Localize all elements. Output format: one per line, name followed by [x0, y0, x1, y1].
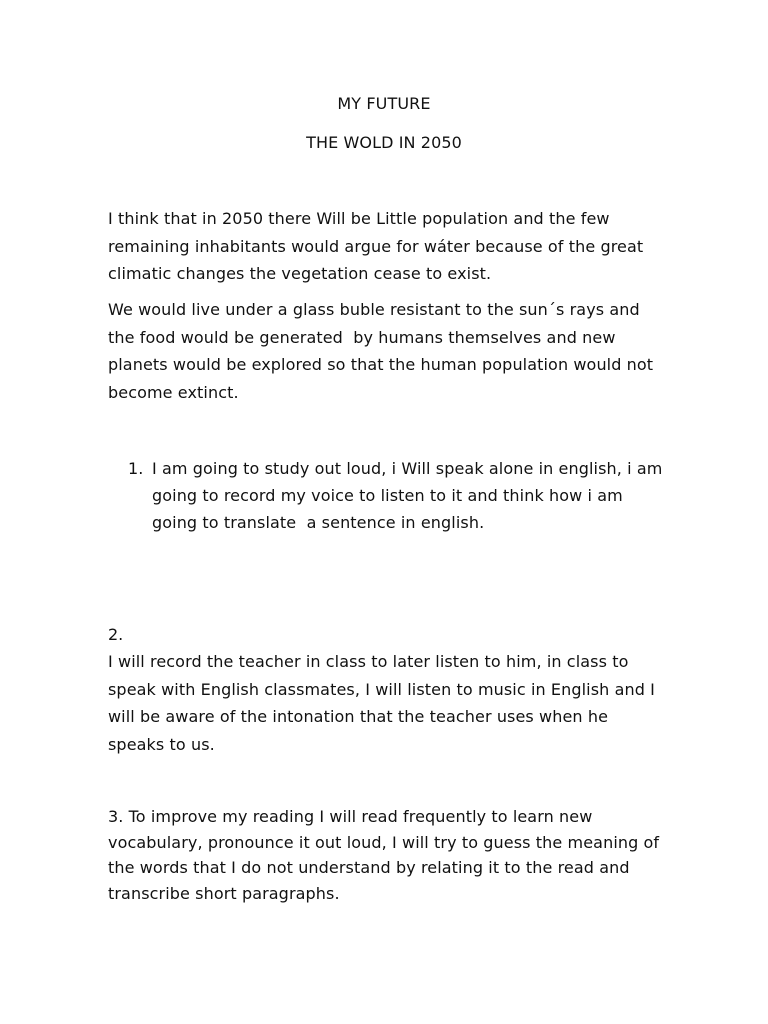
- list-item-number: 1.: [128, 459, 144, 478]
- section-2-text: I will record the teacher in class to later listen to him, in class to speak with English classmates, I will listen to music in English and I will be aware of the intonation that the teacher uses when he speaks to us.: [108, 652, 655, 754]
- section-2-number: 2.: [108, 625, 124, 644]
- section-3-text: 3. To improve my reading I will read frequently to learn new vocabulary, pronounce it out loud, I will try to guess the meaning of the words that I do not understand by relating it to the read and transcribe short paragraphs.: [108, 807, 660, 903]
- paragraph-glass-bubble: We would live under a glass buble resistant to the sun´s rays and the food would be generated by humans themselves and new planets would be explored so that the human population would not become extinct.: [108, 300, 654, 402]
- document-subtitle: THE WOLD IN 2050: [306, 133, 462, 152]
- list-item-text: I am going to study out loud, i Will speak alone in english, i am going to record my voice to listen to it and think how i am going to translate a sentence in english.: [152, 459, 663, 532]
- document-title: MY FUTURE: [337, 94, 431, 113]
- paragraph-population: I think that in 2050 there Will be Little population and the few remaining inhabitants would argue for wáter because of the great climatic changes the vegetation cease to exist.: [108, 209, 644, 283]
